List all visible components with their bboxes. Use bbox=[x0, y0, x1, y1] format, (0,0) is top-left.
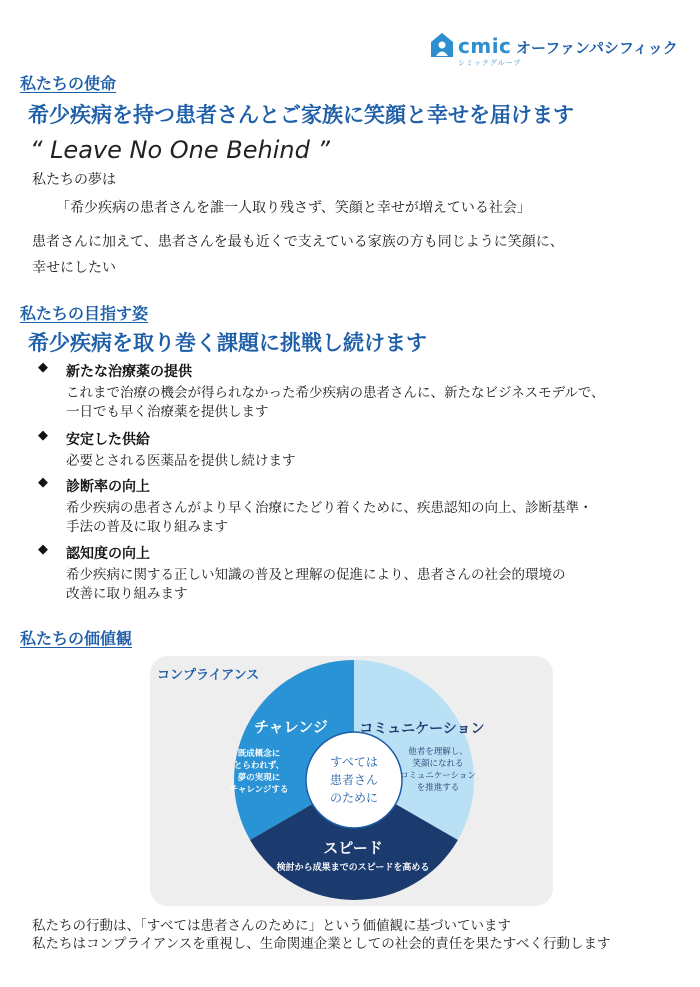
challenge-desc: チャレンジする bbox=[229, 785, 289, 795]
vision-headline: 希少疾病を取り巻く課題に挑戦し続けます bbox=[28, 331, 427, 355]
communication-desc: コミュニケーション bbox=[400, 771, 476, 781]
challenge-desc: 既成概念に bbox=[237, 749, 281, 759]
vision-item-desc: これまで治療の機会が得られなかった希少疾病の患者さんに、新たなビジネスモデルで、 bbox=[66, 385, 605, 401]
vision-item-desc: 手法の普及に取り組みます bbox=[66, 519, 228, 535]
values-heading: 私たちの価値観 bbox=[20, 629, 133, 648]
logo-company-name: オーファンパシフィック bbox=[516, 39, 678, 57]
values-diagram bbox=[150, 656, 553, 906]
vision-item-title: 認知度の向上 bbox=[66, 546, 150, 562]
challenge-desc: 夢の実現に bbox=[237, 773, 281, 783]
vision-item bbox=[38, 429, 678, 471]
vision-item bbox=[38, 361, 678, 422]
vision-item-desc: 一日でも早く治療薬を提供します bbox=[66, 404, 269, 420]
mission-heading: 私たちの使命 bbox=[20, 74, 117, 93]
vision-item bbox=[38, 476, 678, 537]
vision-item-title: 新たな治療薬の提供 bbox=[66, 364, 192, 380]
vision-item-desc: 希少疾病の患者さんがより早く治療にたどり着くために、疾患認知の向上、診断基準・ bbox=[66, 500, 593, 516]
house-logo-icon bbox=[430, 32, 454, 58]
diamond-bullet-icon: ◆ bbox=[38, 428, 48, 443]
company-logo bbox=[430, 30, 678, 70]
communication-desc: 他者を理解し、 bbox=[408, 747, 468, 757]
communication-title: コミュニケーション bbox=[359, 721, 485, 737]
vision-item-desc: 必要とされる医薬品を提供し続けます bbox=[66, 453, 296, 469]
diamond-bullet-icon: ◆ bbox=[38, 360, 48, 375]
dream-quote: 「希少疾病の患者さんを誰一人取り残さず、笑顔と幸せが増えている社会」 bbox=[56, 200, 531, 216]
vision-item-title: 診断率の向上 bbox=[66, 479, 150, 495]
compliance-label: コンプライアンス bbox=[157, 668, 260, 683]
vision-item-title: 安定した供給 bbox=[66, 432, 150, 448]
vision-item-desc: 改善に取り組みます bbox=[66, 586, 188, 602]
mission-desc-line2: 幸せにしたい bbox=[32, 260, 116, 276]
vision-item bbox=[38, 543, 678, 604]
diamond-bullet-icon: ◆ bbox=[38, 475, 48, 490]
speed-desc: 検討から成果までのスピードを高める bbox=[276, 863, 430, 873]
speed-title: スピード bbox=[323, 839, 383, 857]
values-footer-line2: 私たちはコンプライアンスを重視し、生命関連企業としての社会的責任を果たすべく行動します bbox=[32, 936, 611, 952]
center-text: のために bbox=[329, 791, 379, 805]
slogan: “ Leave No One Behind ” bbox=[30, 136, 330, 164]
vision-heading: 私たちの目指す姿 bbox=[20, 304, 149, 323]
logo-brand-text: cmic bbox=[458, 34, 512, 58]
diamond-bullet-icon: ◆ bbox=[38, 542, 48, 557]
logo-subtitle: シミックグループ bbox=[458, 59, 522, 67]
communication-desc: 笑顔になれる bbox=[412, 759, 464, 769]
challenge-desc: とらわれず、 bbox=[233, 761, 285, 771]
center-text: すべては bbox=[330, 755, 378, 769]
mission-desc-line1: 患者さんに加えて、患者さんを最も近くで支えている家族の方も同じように笑顔に、 bbox=[32, 234, 564, 250]
center-text: 患者さん bbox=[329, 773, 379, 787]
communication-desc: を推進する bbox=[416, 783, 460, 793]
dream-label: 私たちの夢は bbox=[32, 172, 116, 188]
vision-item-desc: 希少疾病に関する正しい知識の普及と理解の促進により、患者さんの社会的環境の bbox=[66, 567, 566, 583]
mission-headline: 希少疾病を持つ患者さんとご家族に笑顔と幸せを届けます bbox=[28, 103, 574, 127]
challenge-title: チャレンジ bbox=[254, 718, 328, 736]
values-footer-line1: 私たちの行動は、「すべては患者さんのために」という価値観に基づいています bbox=[32, 918, 511, 934]
